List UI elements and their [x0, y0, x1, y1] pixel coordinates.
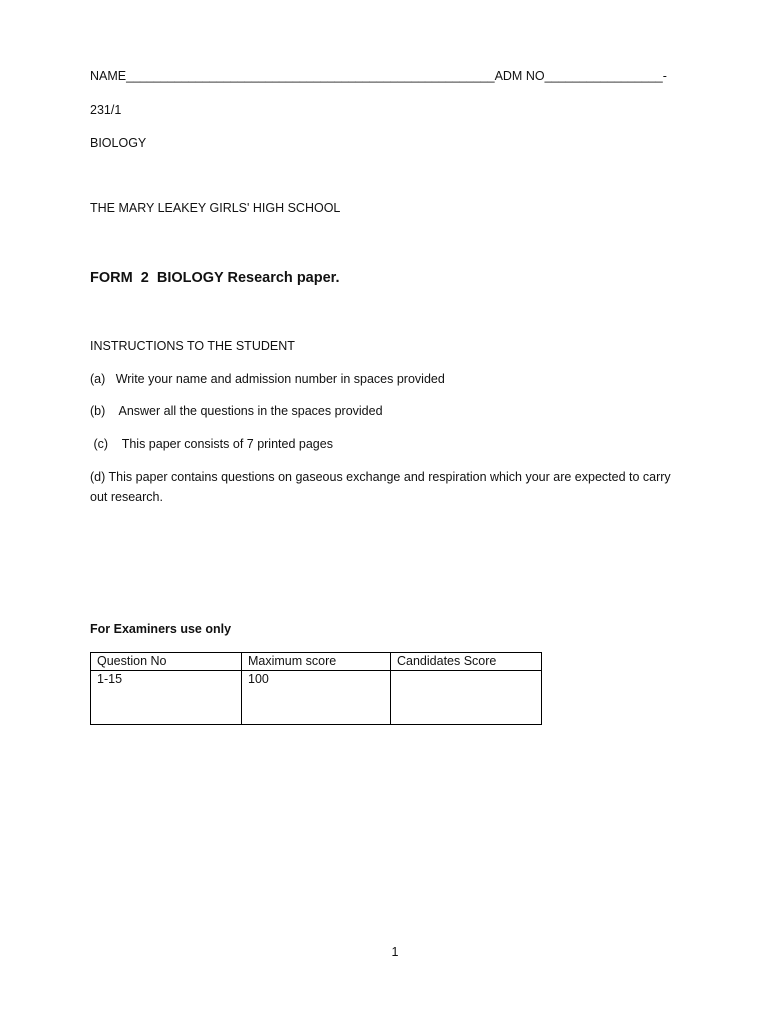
instruction-c: (c) This paper consists of 7 printed pages	[90, 437, 333, 451]
name-adm-line: NAME_____________________________________________________ADM NO_________________-	[90, 69, 667, 83]
column-header-maximum-score: Maximum score	[242, 653, 391, 671]
paper-title: FORM 2 BIOLOGY Research paper.	[90, 270, 340, 286]
column-header-question-no: Question No	[91, 653, 242, 671]
instructions-heading: INSTRUCTIONS TO THE STUDENT	[90, 339, 295, 353]
cell-maximum-score: 100	[242, 671, 391, 725]
examiner-score-table	[90, 652, 542, 725]
examiners-heading: For Examiners use only	[90, 622, 232, 636]
instruction-a: (a) Write your name and admission number in spaces provided	[90, 372, 445, 386]
paper-code: 231/1	[90, 103, 122, 117]
table-header-row	[91, 653, 542, 671]
instruction-d: (d) This paper contains questions on gaseous exchange and respiration which your are expected to carry out research.	[90, 470, 671, 504]
column-header-candidates-score: Candidates Score	[391, 653, 542, 671]
cell-question-range: 1-15	[91, 671, 242, 725]
cell-candidates-score[interactable]	[391, 671, 542, 725]
school-name: THE MARY LEAKEY GIRLS' HIGH SCHOOL	[90, 201, 341, 215]
subject-label: BIOLOGY	[90, 136, 147, 150]
instruction-b: (b) Answer all the questions in the spaces provided	[90, 404, 383, 418]
page-number: 1	[391, 945, 399, 959]
table-row	[91, 671, 542, 725]
